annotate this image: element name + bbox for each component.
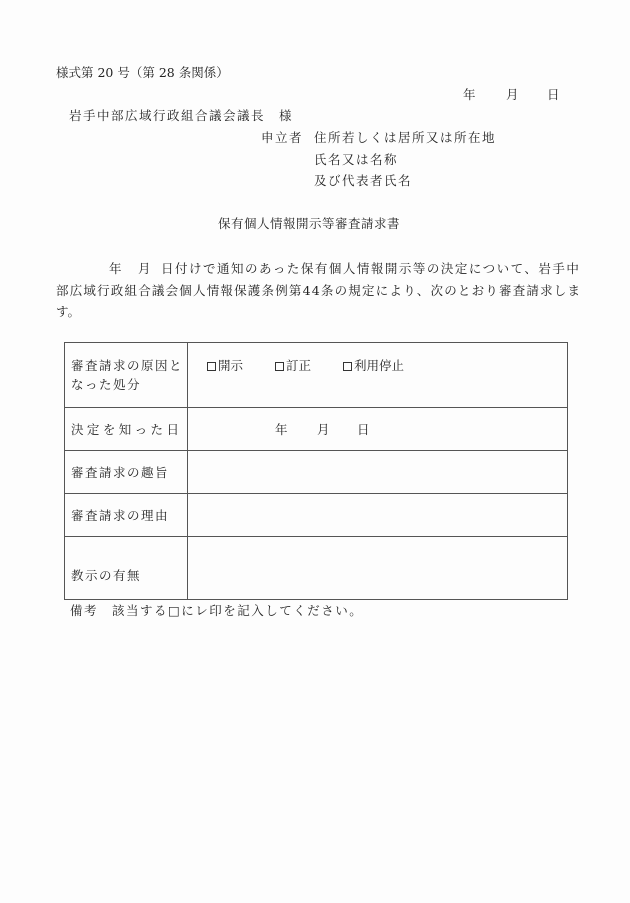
table-row-decision-date [65,407,567,451]
note: 備考 該当する□にレ印を記入してください。 [70,603,364,618]
label-char: っ [134,422,148,437]
label-char: た [150,422,164,437]
option-label: 利用停止 [354,358,405,373]
purpose-field[interactable] [189,451,567,493]
table-row-purpose [65,450,567,494]
disposition-label-line-1: 審査請求の原因と [71,358,184,373]
option-label: 訂正 [286,358,312,373]
reason-field[interactable] [189,494,567,536]
checkbox-icon[interactable] [207,362,216,371]
label-char: 知 [118,422,132,437]
body-line-1: 日付けで通知のあった保有個人情報開示等の決定について、岩手中 [161,261,581,276]
applicant-representative: 及び代表者氏名 [314,173,413,188]
table-row-reason [65,493,567,537]
request-table [64,342,568,600]
date-day-label: 日 [547,87,560,102]
label-char: を [102,422,116,437]
table-row-disposition [65,343,567,407]
form-number: 様式第 20 号（第 28 条関係） [56,65,229,80]
option-disclosure[interactable] [207,356,243,374]
document-title: 保有個人情報開示等審査請求書 [218,216,401,231]
reason-label: 審査請求の理由 [71,508,170,523]
option-label: 開示 [218,358,244,373]
label-char: 決 [71,422,84,437]
checkbox-icon[interactable] [343,362,352,371]
body-line-3: す。 [56,304,81,319]
applicant-name: 氏名又は名称 [314,152,399,167]
option-suspension[interactable] [343,356,404,374]
body-line-2: 部広域行政組合議会個人情報保護条例第44条の規定により、次のとおり審査請求しま [56,283,582,298]
applicant-address: 住所若しくは居所又は所在地 [314,130,497,145]
date-month-label: 月 [506,87,519,102]
decision-year[interactable]: 年 [275,422,288,437]
disposition-label-line-2: なった処分 [71,377,142,392]
purpose-label: 審査請求の趣旨 [71,465,170,480]
decision-day[interactable]: 日 [357,422,370,437]
disposition-label [71,356,183,394]
instruction-label: 教示の有無 [71,568,142,583]
date-year-label: 年 [463,87,476,102]
label-char: 日 [166,422,179,437]
checkbox-icon[interactable] [275,362,284,371]
body-month: 月 [138,261,151,276]
label-char: 定 [86,422,100,437]
addressee: 岩手中部広域行政組合議会議長 様 [69,108,294,123]
table-row-instruction [65,536,567,600]
option-correction[interactable] [275,356,311,374]
decision-date-label [71,420,179,439]
applicant-label: 申立者 [261,130,304,145]
instruction-field[interactable] [189,537,567,599]
decision-month[interactable]: 月 [317,422,330,437]
body-year: 年 [109,261,122,276]
